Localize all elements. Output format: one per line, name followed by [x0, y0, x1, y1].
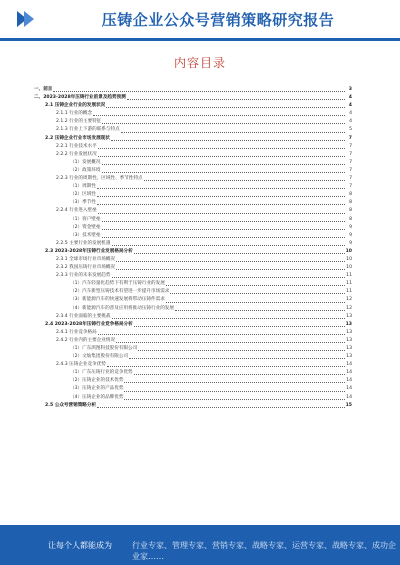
toc-leader-dots — [97, 195, 345, 197]
toc-entry-page: 12 — [346, 305, 352, 311]
header-divider — [0, 38, 400, 41]
toc-leader-dots — [116, 260, 345, 262]
toc-entry-page: 4 — [348, 95, 352, 101]
toc-entry[interactable] — [34, 199, 352, 207]
toc-entry-page: 9 — [349, 224, 352, 230]
toc-entry-page: 7 — [349, 184, 352, 190]
toc-entry-title: 二、2023-2028年压铸行业前景及趋势预测 — [34, 95, 126, 101]
toc-entry[interactable] — [34, 224, 352, 232]
toc-leader-dots — [93, 114, 345, 116]
toc-entry-title: 2.4.3 压铸企业竞争优势 — [56, 362, 106, 368]
toc-entry[interactable] — [34, 159, 352, 167]
toc-entry[interactable] — [34, 296, 352, 304]
toc-entry[interactable] — [34, 385, 352, 393]
toc-entry-title: 2.1.1 行业的概念 — [56, 111, 93, 117]
toc-entry-title: （4）新能源汽车的普及应用将推动压铸行业的发展 — [70, 305, 174, 311]
toc-leader-dots — [116, 268, 345, 270]
toc-entry-page: 15 — [345, 402, 352, 408]
toc-entry-page: 8 — [349, 216, 352, 222]
toc-entry-title: （3）技术壁垒 — [70, 232, 101, 238]
toc-leader-dots — [124, 390, 345, 392]
toc-entry[interactable] — [34, 183, 352, 191]
report-title: 压铸企业公众号营销策略研究报告 — [101, 11, 335, 29]
toc-entry-page: 7 — [349, 176, 352, 182]
toc-entry[interactable] — [34, 232, 352, 240]
toc-leader-dots — [112, 244, 346, 246]
toc-entry-page: 9 — [349, 240, 352, 246]
toc-entry[interactable] — [34, 305, 352, 313]
toc-entry[interactable] — [34, 345, 352, 353]
toc-entry[interactable] — [34, 94, 352, 102]
toc-entry-page: 10 — [346, 265, 352, 271]
page-footer — [0, 525, 400, 565]
toc-entry[interactable] — [34, 402, 352, 410]
toc-entry-page: 4 — [348, 103, 352, 109]
toc-entry[interactable] — [34, 256, 352, 264]
toc-leader-dots — [102, 236, 346, 238]
toc-entry-title: （3）压铸企业的产品优势 — [70, 386, 124, 392]
toc-entry-page: 3 — [348, 87, 352, 92]
toc-leader-dots — [102, 171, 346, 173]
footer-slogan: 让每个人都能成为 — [48, 541, 112, 550]
toc-entry-title: 2.3 2023-2028年压铸行业发展格局分析 — [45, 248, 133, 254]
toc-entry[interactable] — [34, 207, 352, 215]
toc-entry-title: （3）新能源汽车的快速发展将带动压铸件需求 — [70, 297, 165, 303]
toc-leader-dots — [97, 406, 345, 408]
toc-leader-dots — [112, 317, 346, 319]
toc-entry-title: 2.2.1 行业技术水平 — [56, 143, 97, 149]
toc-entry-title: 2.1.2 行业的主要特征 — [56, 119, 102, 125]
toc-entry-title: （2）文灿集团股份有限公司 — [70, 354, 129, 360]
toc-entry-page: 9 — [349, 232, 352, 238]
toc-leader-dots — [124, 398, 345, 400]
toc-entry-title: 2.3.1 全球市场行业市场概况 — [56, 256, 116, 262]
toc-leader-dots — [121, 131, 345, 133]
toc-leader-dots — [97, 203, 345, 205]
toc-entry-page: 11 — [346, 281, 352, 287]
toc-entry[interactable] — [34, 321, 352, 329]
toc-entry-page: 8 — [349, 208, 352, 214]
toc-entry[interactable] — [34, 337, 352, 345]
toc-entry-page: 14 — [346, 394, 352, 400]
toc-leader-dots — [111, 139, 345, 141]
toc-entry-page: 7 — [349, 151, 352, 157]
toc-entry[interactable] — [34, 248, 352, 256]
toc-entry-page: 4 — [349, 119, 352, 125]
toc-entry-page: 4 — [349, 111, 352, 117]
toc-title: 内容目录 — [173, 56, 226, 70]
toc-entry-title: （1）发展概况 — [70, 159, 101, 165]
toc-entry[interactable] — [34, 167, 352, 175]
toc-entry-page: 14 — [346, 370, 352, 376]
toc-leader-dots — [124, 381, 345, 383]
toc-leader-dots — [166, 301, 345, 303]
toc-entry-title: （1）汽车轻量化趋势下有利于压铸行业的发展 — [70, 281, 165, 287]
toc-entry-page: 5 — [349, 127, 352, 133]
toc-entry-title: （1）广东鸿图科技股份有限公司 — [70, 346, 138, 351]
toc-entry-page: 10 — [345, 248, 352, 254]
toc-leader-dots — [175, 309, 345, 311]
toc-entry-title: 2.5 公众号营销策略分析 — [45, 402, 97, 408]
toc-leader-dots — [129, 357, 345, 359]
toc-leader-dots — [166, 284, 345, 286]
toc-entry[interactable] — [34, 329, 352, 337]
toc-entry[interactable] — [34, 361, 352, 369]
toc-leader-dots — [53, 90, 345, 92]
toc-entry-page: 11 — [346, 289, 352, 295]
page-header — [0, 0, 400, 38]
toc-entry[interactable] — [34, 126, 352, 134]
toc-entry-title: （1）广东压铸行业的竞争优势 — [70, 370, 133, 376]
toc-entry-page: 7 — [349, 159, 352, 165]
toc-entry-title: （2）压铸企业的技术优势 — [70, 378, 124, 384]
toc-entry-title: 2.3.2 我国压铸行业市场概况 — [56, 265, 116, 271]
toc-entry[interactable] — [34, 143, 352, 151]
toc-entry-title: 2.4 2023-2028年压铸行业竞争格局分析 — [45, 321, 133, 327]
toc-leader-dots — [127, 98, 345, 100]
toc-entry[interactable] — [34, 264, 352, 272]
toc-entry[interactable] — [34, 86, 352, 94]
toc-entry-page: 14 — [346, 386, 352, 392]
toc-entry-page: 8 — [349, 192, 352, 198]
toc-entry[interactable] — [34, 369, 352, 377]
toc-leader-dots — [97, 187, 345, 189]
toc-entry-title: 2.1.3 行业上下游的联系与特点 — [56, 127, 120, 133]
toc-entry[interactable] — [34, 353, 352, 361]
toc-entry-title: 2.2.2 行业发展状况 — [56, 151, 97, 157]
toc-entry-title: 2.4.1 行业竞争格局 — [56, 329, 97, 335]
toc-leader-dots — [102, 122, 345, 124]
toc-entry[interactable] — [34, 313, 352, 321]
toc-entry-title: 2.2.4 行业进入壁垒 — [56, 208, 97, 214]
toc-entry-page: 11 — [346, 273, 352, 279]
toc-entry[interactable] — [34, 377, 352, 385]
toc-leader-dots — [134, 373, 345, 375]
toc-entry-title: 2.4.2 行业内的主要企业情况 — [56, 337, 116, 343]
toc-entry[interactable] — [34, 118, 352, 126]
toc-entry-page: 14 — [346, 362, 352, 368]
table-of-contents — [34, 86, 352, 410]
toc-leader-dots — [134, 325, 345, 327]
toc-entry-title: 一、前言 — [34, 87, 53, 92]
toc-entry-page: 8 — [349, 200, 352, 206]
toc-leader-dots — [170, 292, 345, 294]
toc-entry-title: 2.2.3 行业的周期性、区域性、季节性特点 — [56, 176, 143, 182]
toc-entry[interactable] — [34, 151, 352, 159]
toc-entry[interactable] — [34, 135, 352, 143]
toc-entry-page: 7 — [349, 143, 352, 149]
toc-entry-title: 2.2.5 主要行业的发展机遇 — [56, 240, 111, 246]
toc-entry-page: 12 — [346, 297, 352, 303]
toc-entry-title: （2）政策环境 — [70, 167, 101, 173]
toc-entry[interactable] — [34, 175, 352, 183]
toc-leader-dots — [134, 252, 345, 254]
toc-leader-dots — [102, 163, 346, 165]
toc-entry-title: 2.3.4 行业面临的主要挑战 — [56, 313, 111, 319]
toc-entry[interactable] — [34, 216, 352, 224]
toc-entry-title: （3）季节性 — [70, 200, 96, 206]
toc-leader-dots — [106, 106, 345, 108]
toc-entry-title: （1）客户壁垒 — [70, 216, 101, 222]
toc-entry[interactable] — [34, 102, 352, 110]
toc-entry-page: 14 — [346, 378, 352, 384]
toc-leader-dots — [98, 155, 345, 157]
toc-entry[interactable] — [34, 191, 352, 199]
toc-entry-title: 2.1 压铸企业行业的发展状况 — [45, 103, 106, 109]
toc-leader-dots — [102, 228, 346, 230]
toc-entry-title: 2.3.3 行业的未来发展趋势 — [56, 273, 111, 279]
toc-entry-title: 2.2 压铸企业行业市场发展现状 — [45, 135, 110, 141]
toc-entry-page: 10 — [346, 256, 352, 262]
toc-leader-dots — [102, 220, 346, 222]
toc-entry-title: （1）周期性 — [70, 184, 96, 190]
toc-leader-dots — [98, 147, 345, 149]
toc-leader-dots — [107, 365, 345, 367]
toc-entry-page: 13 — [346, 354, 352, 360]
toc-entry[interactable] — [34, 240, 352, 248]
toc-entry[interactable] — [34, 272, 352, 280]
toc-leader-dots — [98, 212, 345, 214]
toc-leader-dots — [112, 276, 346, 278]
toc-entry[interactable] — [34, 110, 352, 118]
toc-entry-page: 13 — [346, 313, 352, 319]
toc-entry[interactable] — [34, 288, 352, 296]
toc-entry-title: （2）汽车新型压铸技术有望进一步提升市场需求 — [70, 289, 170, 295]
toc-leader-dots — [138, 349, 345, 351]
toc-entry-title: （4）压铸企业的品牌优势 — [70, 394, 124, 400]
toc-entry-page: 7 — [349, 167, 352, 173]
toc-entry-title: （2）资金壁垒 — [70, 224, 101, 230]
toc-leader-dots — [98, 333, 345, 335]
toc-entry-title: （2）区域性 — [70, 192, 96, 198]
toc-entry-page: 13 — [345, 321, 352, 327]
footer-tagline: 行业专家、管理专家、营销专家、战略专家、运营专家、战略专家、成功企业家…… — [132, 541, 396, 561]
toc-entry[interactable] — [34, 280, 352, 288]
toc-entry[interactable] — [34, 394, 352, 402]
toc-leader-dots — [116, 341, 345, 343]
toc-entry-page: 13 — [346, 346, 352, 351]
toc-entry-page: 13 — [346, 329, 352, 335]
toc-leader-dots — [144, 179, 345, 181]
toc-entry-page: 7 — [348, 135, 352, 141]
toc-entry-page: 13 — [346, 337, 352, 343]
